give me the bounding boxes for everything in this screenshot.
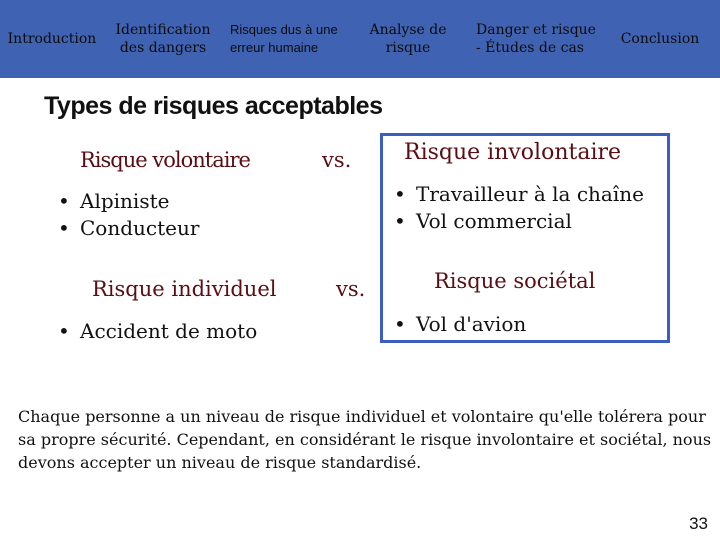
nav-item-label-line2: des dangers xyxy=(119,40,207,56)
list-item: • Conducteur xyxy=(52,215,199,242)
societal-risk-label: Risque sociétal xyxy=(434,269,596,293)
nav-item-label-line2: risque xyxy=(385,40,431,56)
slide-title: Types de risques acceptables xyxy=(44,92,383,120)
nav-item-label-line2: erreur humaine xyxy=(230,40,319,55)
nav-item-risques-erreur[interactable] xyxy=(222,0,350,78)
nav-item-label-line2: - Études de cas xyxy=(476,40,584,56)
voluntary-risk-list xyxy=(52,188,199,242)
individual-risk-label: Risque individuel xyxy=(92,277,277,301)
involuntary-risk-list xyxy=(388,181,644,235)
list-item: • Alpiniste xyxy=(52,188,199,215)
nav-item-label-line1: Analyse de xyxy=(369,22,447,38)
vs-label-top: vs. xyxy=(322,148,352,172)
nav-item-danger-risque[interactable] xyxy=(466,0,600,78)
voluntary-risk-label: Risque volontaire xyxy=(80,148,250,172)
nav-item-label-line1: Danger et risque xyxy=(476,22,596,38)
list-item: • Vol d'avion xyxy=(388,311,526,338)
summary-paragraph: Chaque personne a un niveau de risque individuel et volontaire qu'elle tolérera pour sa propre sécurité. Cependant, en considérant le risque involontaire et sociétal, nous devons accepter un niveau de risque standardisé. xyxy=(18,407,712,472)
nav-item-label-line1: Risques dus à une xyxy=(230,22,338,37)
nav-item-label: Introduction xyxy=(7,31,97,47)
individual-risk-list xyxy=(52,318,257,345)
nav-item-label-line1: Identification xyxy=(115,22,211,38)
nav-item-introduction[interactable] xyxy=(0,0,104,78)
involuntary-risk-label: Risque involontaire xyxy=(404,140,622,165)
nav-item-analyse[interactable] xyxy=(350,0,466,78)
nav-item-label: Conclusion xyxy=(620,31,700,47)
nav-item-conclusion[interactable] xyxy=(600,0,720,78)
vs-label-bottom: vs. xyxy=(336,277,366,301)
top-navigation-bar xyxy=(0,0,720,78)
list-item: • Travailleur à la chaîne xyxy=(388,181,644,208)
page-number: 33 xyxy=(689,514,708,533)
list-item: • Accident de moto xyxy=(52,318,257,345)
nav-item-identification[interactable] xyxy=(104,0,222,78)
societal-risk-list xyxy=(388,311,526,338)
list-item: • Vol commercial xyxy=(388,208,644,235)
